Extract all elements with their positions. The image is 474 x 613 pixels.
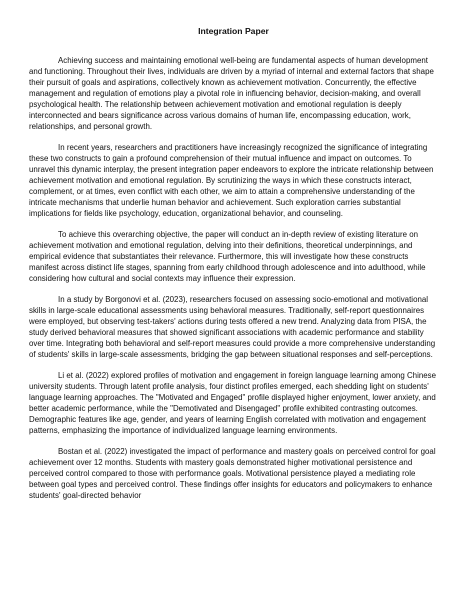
paragraph: To achieve this overarching objective, the paper will conduct an in-depth review of existing literature on achievement motivation and emotional regulation, delving into their definitions, theoretical underpinnings, and empirical evidence that substantiates their relevance. Furthermore, this will investigate how these constructs manifest across distinct life stages, spanning from early childhood through adolescence and into adulthood, while considering how cultural and social contexts may influence their expression. (29, 230, 426, 283)
paragraph: Bostan et al. (2022) investigated the impact of performance and mastery goals on perceived control for goal achievement over 12 months. Students with mastery goals demonstrated higher motivational persistence and perceived control compared to those with performance goals. Motivational persistence played a mediating role between goal types and perceived control. These findings offer insights for educators and policymakers to enhance students' goal-directed behavior (29, 447, 436, 500)
paragraph: Li et al. (2022) explored profiles of motivation and engagement in foreign language learning among Chinese university students. Through latent profile analysis, four distinct profiles emerged, each shedding light on students' language learning approaches. The "Motivated and Engaged" profile displayed higher enjoyment, lower anxiety, and better academic performance, while the "Demotivated and Disengaged" profile exhibited contrasting outcomes. Demographic features like age, gender, and years of learning English correlated with motivation and engagement patterns, emphasizing the importance of individualized language learning environments. (29, 371, 437, 435)
paragraph: Achieving success and maintaining emotional well-being are fundamental aspects of human development and functioning. Throughout their lives, individuals are driven by a myriad of internal and external factors that shape their pursuit of goals and aspirations, collectively known as achievement motivation. Concurrently, the effective management and regulation of emotions play a pivotal role in influencing behavior, decision-making, and overall psychological health. The relationship between achievement motivation and emotional regulation is deeply interconnected and bears significance across various domains of human life, encompassing education, work, relationships, and personal growth. (29, 56, 434, 131)
paragraph: In a study by Borgonovi et al. (2023), researchers focused on assessing socio-emotional and motivational skills in large-scale educational assessments using behavioral measures. Traditionally, self-report questionnaires were employed, but observing test-takers' actions during tests offered a new trend. Analyzing data from PISA, the study derived behavioral measures that showed significant associations with academic performance and stability over time. Integrating both behavioral and self-report measures could provide a more comprehensive understanding of students' skills in large-scale assessments, bridging the gap between situational responses and self-perceptions. (29, 295, 436, 359)
paragraph: In recent years, researchers and practitioners have increasingly recognized the significance of integrating these two constructs to gain a profound comprehension of their mutual influence and impact on outcomes. To unravel this dynamic interplay, the present integration paper endeavors to explore the intricate relationship between achievement motivation and emotional regulation. By scrutinizing the ways in which these constructs interact, complement, or at times, even conflict with each other, we aim to attain a comprehensive understanding of the intricate mechanisms that underlie human behavior and achievement. Such exploration carries substantial implications for fields like psychology, education, organizational behavior, and counseling. (29, 143, 434, 218)
document-title: Integration Paper (198, 26, 269, 36)
